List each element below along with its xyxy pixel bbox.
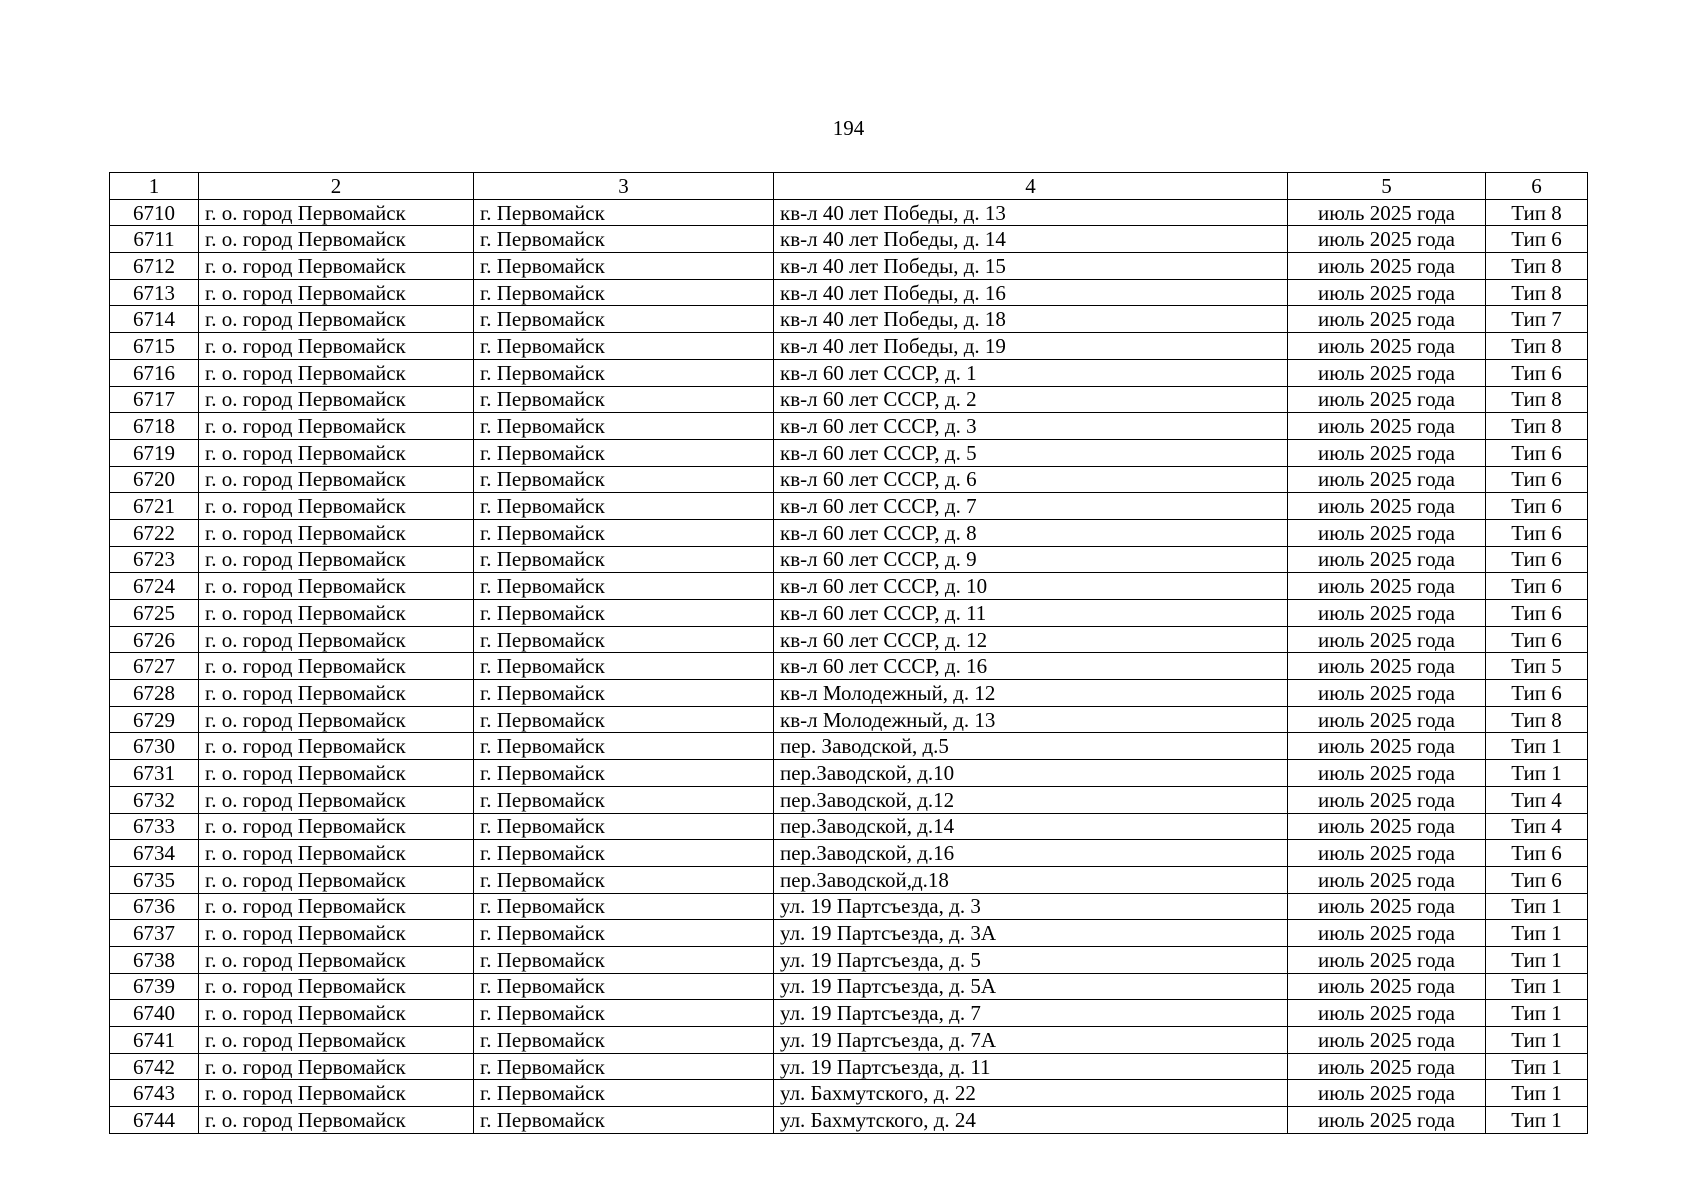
address-cell: кв-л 60 лет СССР, д. 16 [774, 653, 1288, 680]
table-row [110, 893, 1588, 920]
period-cell: июль 2025 года [1288, 253, 1486, 280]
row-number-cell: 6728 [110, 680, 199, 707]
row-number-cell: 6714 [110, 306, 199, 333]
type-cell: Тип 8 [1486, 333, 1588, 360]
table-row [110, 840, 1588, 867]
municipality-cell: г. о. город Первомайск [199, 333, 474, 360]
table-row [110, 306, 1588, 333]
locality-cell: г. Первомайск [474, 306, 774, 333]
locality-cell: г. Первомайск [474, 466, 774, 493]
type-cell: Тип 6 [1486, 573, 1588, 600]
table-row [110, 706, 1588, 733]
row-number-cell: 6744 [110, 1107, 199, 1134]
period-cell: июль 2025 года [1288, 279, 1486, 306]
type-cell: Тип 5 [1486, 653, 1588, 680]
row-number-cell: 6722 [110, 519, 199, 546]
page-number: 194 [832, 116, 865, 140]
row-number-cell: 6725 [110, 600, 199, 627]
municipality-cell: г. о. город Первомайск [199, 253, 474, 280]
municipality-cell: г. о. город Первомайск [199, 733, 474, 760]
locality-cell: г. Первомайск [474, 199, 774, 226]
address-cell: кв-л 40 лет Победы, д. 13 [774, 199, 1288, 226]
period-cell: июль 2025 года [1288, 1107, 1486, 1134]
address-cell: пер.Заводской, д.14 [774, 813, 1288, 840]
locality-cell: г. Первомайск [474, 973, 774, 1000]
period-cell: июль 2025 года [1288, 306, 1486, 333]
period-cell: июль 2025 года [1288, 733, 1486, 760]
table-row [110, 519, 1588, 546]
locality-cell: г. Первомайск [474, 600, 774, 627]
locality-cell: г. Первомайск [474, 359, 774, 386]
municipality-cell: г. о. город Первомайск [199, 439, 474, 466]
period-cell: июль 2025 года [1288, 760, 1486, 787]
type-cell: Тип 8 [1486, 279, 1588, 306]
table-row [110, 946, 1588, 973]
period-cell: июль 2025 года [1288, 199, 1486, 226]
type-cell: Тип 1 [1486, 1027, 1588, 1054]
row-number-cell: 6727 [110, 653, 199, 680]
address-cell: кв-л 60 лет СССР, д. 5 [774, 439, 1288, 466]
locality-cell: г. Первомайск [474, 573, 774, 600]
type-cell: Тип 8 [1486, 706, 1588, 733]
table-row [110, 626, 1588, 653]
municipality-cell: г. о. город Первомайск [199, 866, 474, 893]
municipality-cell: г. о. город Первомайск [199, 680, 474, 707]
locality-cell: г. Первомайск [474, 226, 774, 253]
locality-cell: г. Первомайск [474, 813, 774, 840]
row-number-cell: 6716 [110, 359, 199, 386]
type-cell: Тип 6 [1486, 546, 1588, 573]
municipality-cell: г. о. город Первомайск [199, 786, 474, 813]
row-number-cell: 6710 [110, 199, 199, 226]
locality-cell: г. Первомайск [474, 706, 774, 733]
period-cell: июль 2025 года [1288, 439, 1486, 466]
address-cell: ул. 19 Партсъезда, д. 7 [774, 1000, 1288, 1027]
locality-cell: г. Первомайск [474, 626, 774, 653]
row-number-cell: 6721 [110, 493, 199, 520]
type-cell: Тип 1 [1486, 946, 1588, 973]
type-cell: Тип 6 [1486, 840, 1588, 867]
table-row [110, 439, 1588, 466]
table-row [110, 653, 1588, 680]
column-header-5: 5 [1288, 173, 1486, 200]
row-number-cell: 6741 [110, 1027, 199, 1054]
type-cell: Тип 1 [1486, 920, 1588, 947]
municipality-cell: г. о. город Первомайск [199, 226, 474, 253]
period-cell: июль 2025 года [1288, 466, 1486, 493]
locality-cell: г. Первомайск [474, 1053, 774, 1080]
row-number-cell: 6742 [110, 1053, 199, 1080]
table-row [110, 680, 1588, 707]
type-cell: Тип 1 [1486, 973, 1588, 1000]
column-header-2: 2 [199, 173, 474, 200]
address-cell: кв-л 60 лет СССР, д. 12 [774, 626, 1288, 653]
locality-cell: г. Первомайск [474, 546, 774, 573]
address-cell: кв-л 40 лет Победы, д. 16 [774, 279, 1288, 306]
period-cell: июль 2025 года [1288, 973, 1486, 1000]
period-cell: июль 2025 года [1288, 600, 1486, 627]
address-cell: ул. 19 Партсъезда, д. 3 [774, 893, 1288, 920]
registry-table [109, 172, 1588, 1134]
address-cell: пер.Заводской, д.10 [774, 760, 1288, 787]
table-row [110, 493, 1588, 520]
address-cell: кв-л Молодежный, д. 12 [774, 680, 1288, 707]
column-header-6: 6 [1486, 173, 1588, 200]
type-cell: Тип 4 [1486, 786, 1588, 813]
type-cell: Тип 8 [1486, 253, 1588, 280]
address-cell: ул. 19 Партсъезда, д. 7А [774, 1027, 1288, 1054]
type-cell: Тип 6 [1486, 680, 1588, 707]
municipality-cell: г. о. город Первомайск [199, 306, 474, 333]
period-cell: июль 2025 года [1288, 626, 1486, 653]
address-cell: кв-л 60 лет СССР, д. 10 [774, 573, 1288, 600]
period-cell: июль 2025 года [1288, 386, 1486, 413]
locality-cell: г. Первомайск [474, 439, 774, 466]
type-cell: Тип 1 [1486, 1053, 1588, 1080]
table-row [110, 466, 1588, 493]
row-number-cell: 6740 [110, 1000, 199, 1027]
municipality-cell: г. о. город Первомайск [199, 359, 474, 386]
table-row [110, 253, 1588, 280]
municipality-cell: г. о. город Первомайск [199, 920, 474, 947]
table-row [110, 1027, 1588, 1054]
row-number-cell: 6726 [110, 626, 199, 653]
table-row [110, 786, 1588, 813]
column-header-1: 1 [110, 173, 199, 200]
type-cell: Тип 1 [1486, 1000, 1588, 1027]
locality-cell: г. Первомайск [474, 386, 774, 413]
table-row [110, 333, 1588, 360]
address-cell: кв-л 40 лет Победы, д. 15 [774, 253, 1288, 280]
period-cell: июль 2025 года [1288, 1080, 1486, 1107]
locality-cell: г. Первомайск [474, 920, 774, 947]
locality-cell: г. Первомайск [474, 519, 774, 546]
address-cell: кв-л 60 лет СССР, д. 2 [774, 386, 1288, 413]
address-cell: пер.Заводской, д.12 [774, 786, 1288, 813]
municipality-cell: г. о. город Первомайск [199, 973, 474, 1000]
row-number-cell: 6723 [110, 546, 199, 573]
table-row [110, 760, 1588, 787]
municipality-cell: г. о. город Первомайск [199, 653, 474, 680]
type-cell: Тип 8 [1486, 413, 1588, 440]
locality-cell: г. Первомайск [474, 333, 774, 360]
type-cell: Тип 8 [1486, 199, 1588, 226]
locality-cell: г. Первомайск [474, 1107, 774, 1134]
address-cell: кв-л 60 лет СССР, д. 7 [774, 493, 1288, 520]
table-row [110, 1080, 1588, 1107]
type-cell: Тип 8 [1486, 386, 1588, 413]
row-number-cell: 6718 [110, 413, 199, 440]
municipality-cell: г. о. город Первомайск [199, 466, 474, 493]
row-number-cell: 6735 [110, 866, 199, 893]
municipality-cell: г. о. город Первомайск [199, 199, 474, 226]
table-row [110, 813, 1588, 840]
address-cell: ул. 19 Партсъезда, д. 5А [774, 973, 1288, 1000]
period-cell: июль 2025 года [1288, 493, 1486, 520]
address-cell: ул. Бахмутского, д. 24 [774, 1107, 1288, 1134]
municipality-cell: г. о. город Первомайск [199, 519, 474, 546]
locality-cell: г. Первомайск [474, 733, 774, 760]
locality-cell: г. Первомайск [474, 946, 774, 973]
type-cell: Тип 6 [1486, 600, 1588, 627]
address-cell: кв-л Молодежный, д. 13 [774, 706, 1288, 733]
type-cell: Тип 1 [1486, 760, 1588, 787]
period-cell: июль 2025 года [1288, 813, 1486, 840]
period-cell: июль 2025 года [1288, 413, 1486, 440]
table-row [110, 546, 1588, 573]
address-cell: кв-л 40 лет Победы, д. 18 [774, 306, 1288, 333]
locality-cell: г. Первомайск [474, 413, 774, 440]
table-row [110, 386, 1588, 413]
period-cell: июль 2025 года [1288, 893, 1486, 920]
address-cell: ул. 19 Партсъезда, д. 5 [774, 946, 1288, 973]
period-cell: июль 2025 года [1288, 573, 1486, 600]
table-row [110, 359, 1588, 386]
row-number-cell: 6712 [110, 253, 199, 280]
period-cell: июль 2025 года [1288, 359, 1486, 386]
type-cell: Тип 6 [1486, 493, 1588, 520]
type-cell: Тип 4 [1486, 813, 1588, 840]
table-row [110, 1000, 1588, 1027]
type-cell: Тип 1 [1486, 893, 1588, 920]
type-cell: Тип 1 [1486, 733, 1588, 760]
address-cell: ул. 19 Партсъезда, д. 11 [774, 1053, 1288, 1080]
period-cell: июль 2025 года [1288, 1000, 1486, 1027]
period-cell: июль 2025 года [1288, 546, 1486, 573]
row-number-cell: 6715 [110, 333, 199, 360]
table-row [110, 866, 1588, 893]
municipality-cell: г. о. город Первомайск [199, 546, 474, 573]
locality-cell: г. Первомайск [474, 760, 774, 787]
row-number-cell: 6720 [110, 466, 199, 493]
type-cell: Тип 6 [1486, 519, 1588, 546]
table-row [110, 413, 1588, 440]
period-cell: июль 2025 года [1288, 1027, 1486, 1054]
municipality-cell: г. о. город Первомайск [199, 386, 474, 413]
address-cell: кв-л 60 лет СССР, д. 1 [774, 359, 1288, 386]
row-number-cell: 6717 [110, 386, 199, 413]
municipality-cell: г. о. город Первомайск [199, 893, 474, 920]
row-number-cell: 6734 [110, 840, 199, 867]
municipality-cell: г. о. город Первомайск [199, 840, 474, 867]
period-cell: июль 2025 года [1288, 680, 1486, 707]
address-cell: кв-л 60 лет СССР, д. 8 [774, 519, 1288, 546]
locality-cell: г. Первомайск [474, 1027, 774, 1054]
type-cell: Тип 6 [1486, 626, 1588, 653]
table-row [110, 226, 1588, 253]
row-number-cell: 6731 [110, 760, 199, 787]
table-row [110, 733, 1588, 760]
table-row [110, 1053, 1588, 1080]
municipality-cell: г. о. город Первомайск [199, 1107, 474, 1134]
table-row [110, 973, 1588, 1000]
locality-cell: г. Первомайск [474, 653, 774, 680]
period-cell: июль 2025 года [1288, 226, 1486, 253]
type-cell: Тип 6 [1486, 866, 1588, 893]
address-cell: кв-л 60 лет СССР, д. 11 [774, 600, 1288, 627]
row-number-cell: 6733 [110, 813, 199, 840]
row-number-cell: 6743 [110, 1080, 199, 1107]
row-number-cell: 6737 [110, 920, 199, 947]
locality-cell: г. Первомайск [474, 840, 774, 867]
period-cell: июль 2025 года [1288, 1053, 1486, 1080]
column-number-row [110, 173, 1588, 200]
column-header-4: 4 [774, 173, 1288, 200]
row-number-cell: 6713 [110, 279, 199, 306]
period-cell: июль 2025 года [1288, 519, 1486, 546]
table-row [110, 600, 1588, 627]
locality-cell: г. Первомайск [474, 279, 774, 306]
locality-cell: г. Первомайск [474, 866, 774, 893]
locality-cell: г. Первомайск [474, 1080, 774, 1107]
locality-cell: г. Первомайск [474, 680, 774, 707]
municipality-cell: г. о. город Первомайск [199, 1000, 474, 1027]
row-number-cell: 6732 [110, 786, 199, 813]
locality-cell: г. Первомайск [474, 253, 774, 280]
municipality-cell: г. о. город Первомайск [199, 760, 474, 787]
type-cell: Тип 7 [1486, 306, 1588, 333]
address-cell: кв-л 60 лет СССР, д. 6 [774, 466, 1288, 493]
row-number-cell: 6730 [110, 733, 199, 760]
table-body [110, 199, 1588, 1133]
municipality-cell: г. о. город Первомайск [199, 1027, 474, 1054]
row-number-cell: 6736 [110, 893, 199, 920]
period-cell: июль 2025 года [1288, 706, 1486, 733]
period-cell: июль 2025 года [1288, 866, 1486, 893]
type-cell: Тип 6 [1486, 226, 1588, 253]
row-number-cell: 6711 [110, 226, 199, 253]
address-cell: кв-л 60 лет СССР, д. 9 [774, 546, 1288, 573]
period-cell: июль 2025 года [1288, 840, 1486, 867]
municipality-cell: г. о. город Первомайск [199, 600, 474, 627]
address-cell: ул. 19 Партсъезда, д. 3А [774, 920, 1288, 947]
municipality-cell: г. о. город Первомайск [199, 413, 474, 440]
municipality-cell: г. о. город Первомайск [199, 706, 474, 733]
municipality-cell: г. о. город Первомайск [199, 573, 474, 600]
row-number-cell: 6738 [110, 946, 199, 973]
row-number-cell: 6729 [110, 706, 199, 733]
table-row [110, 573, 1588, 600]
type-cell: Тип 1 [1486, 1107, 1588, 1134]
period-cell: июль 2025 года [1288, 946, 1486, 973]
table-row [110, 920, 1588, 947]
address-cell: пер. Заводской, д.5 [774, 733, 1288, 760]
municipality-cell: г. о. город Первомайск [199, 946, 474, 973]
period-cell: июль 2025 года [1288, 920, 1486, 947]
address-cell: кв-л 40 лет Победы, д. 14 [774, 226, 1288, 253]
column-header-3: 3 [474, 173, 774, 200]
row-number-cell: 6724 [110, 573, 199, 600]
municipality-cell: г. о. город Первомайск [199, 493, 474, 520]
address-cell: кв-л 40 лет Победы, д. 19 [774, 333, 1288, 360]
type-cell: Тип 6 [1486, 439, 1588, 466]
table-row [110, 199, 1588, 226]
type-cell: Тип 6 [1486, 466, 1588, 493]
period-cell: июль 2025 года [1288, 653, 1486, 680]
locality-cell: г. Первомайск [474, 493, 774, 520]
municipality-cell: г. о. город Первомайск [199, 1053, 474, 1080]
municipality-cell: г. о. город Первомайск [199, 626, 474, 653]
locality-cell: г. Первомайск [474, 893, 774, 920]
locality-cell: г. Первомайск [474, 786, 774, 813]
table-row [110, 1107, 1588, 1134]
type-cell: Тип 1 [1486, 1080, 1588, 1107]
row-number-cell: 6719 [110, 439, 199, 466]
address-cell: пер.Заводской, д.16 [774, 840, 1288, 867]
type-cell: Тип 6 [1486, 359, 1588, 386]
municipality-cell: г. о. город Первомайск [199, 279, 474, 306]
address-cell: пер.Заводской,д.18 [774, 866, 1288, 893]
period-cell: июль 2025 года [1288, 786, 1486, 813]
municipality-cell: г. о. город Первомайск [199, 813, 474, 840]
address-cell: кв-л 60 лет СССР, д. 3 [774, 413, 1288, 440]
table-row [110, 279, 1588, 306]
row-number-cell: 6739 [110, 973, 199, 1000]
period-cell: июль 2025 года [1288, 333, 1486, 360]
locality-cell: г. Первомайск [474, 1000, 774, 1027]
municipality-cell: г. о. город Первомайск [199, 1080, 474, 1107]
address-cell: ул. Бахмутского, д. 22 [774, 1080, 1288, 1107]
